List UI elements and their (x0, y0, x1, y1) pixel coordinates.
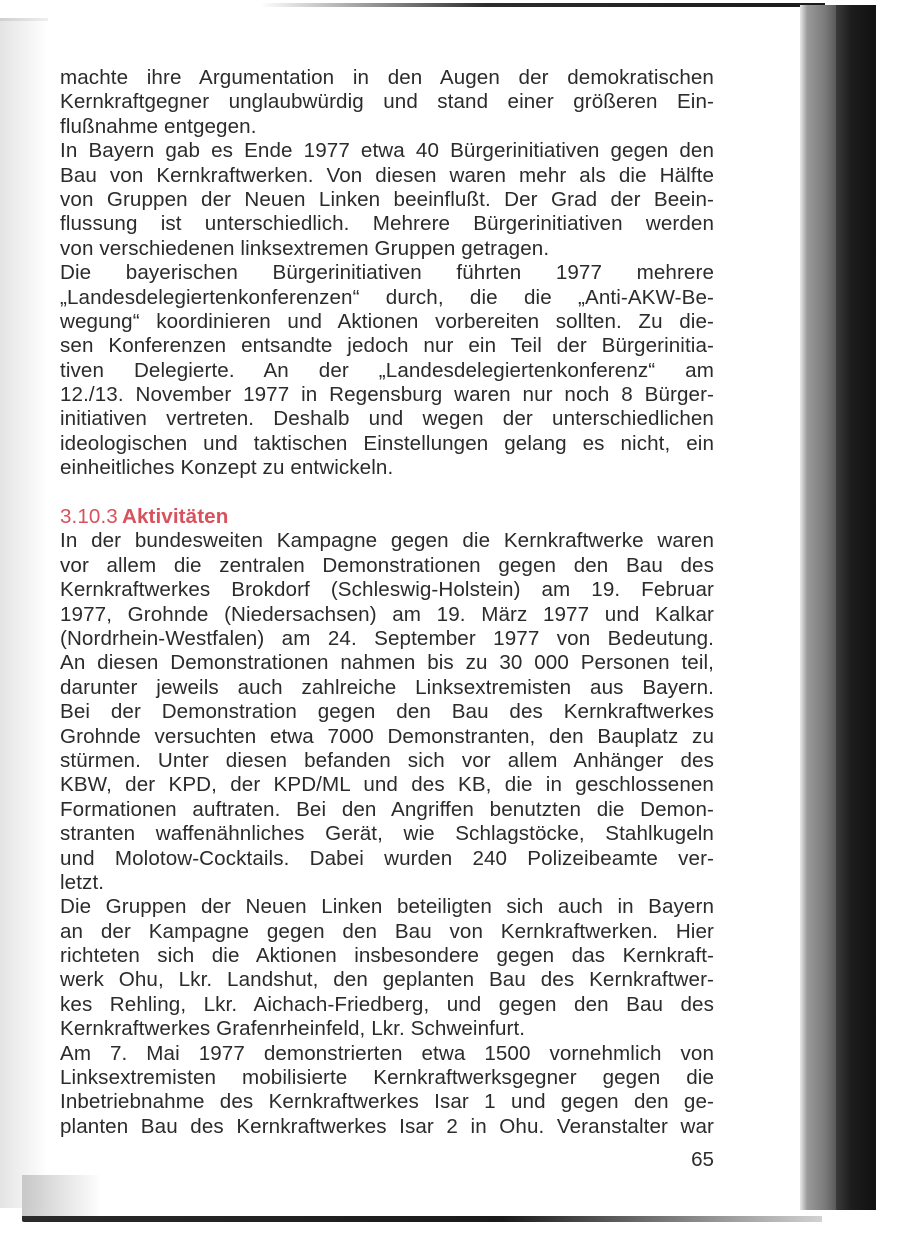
text-line: Bei der Demonstration gegen den Bau des Kernkraftwerkes (60, 700, 714, 724)
page-bottom-edge (22, 1216, 822, 1222)
text-line: darunter jeweils auch zahlreiche Linksextremisten aus Bayern. (60, 675, 714, 699)
text-line: Bau von Kernkraftwerken. Von diesen waren mehr als die Hälfte (60, 163, 714, 187)
text-line: letzt. (60, 870, 105, 894)
book-binding-edge (836, 5, 876, 1210)
text-line: tiven Delegierte. An der „Landesdelegiertenkonferenz“ am (60, 358, 714, 382)
text-line: „Landesdelegiertenkonferenzen“ durch, die die „Anti-AKW-Be- (60, 285, 714, 309)
text-line: vor allem die zentralen Demonstrationen gegen den Bau des (60, 553, 714, 577)
paragraph (60, 66, 714, 139)
text-line: an der Kampagne gegen den Bau von Kernkraftwerken. Hier (60, 919, 714, 943)
scan-bottom-shadow (22, 1175, 102, 1217)
text-line: werk Ohu, Lkr. Landshut, den geplanten Bau des Kernkraftwer- (60, 968, 714, 992)
text-line: Formationen auftraten. Bei den Angriffen benutzten die Demon- (60, 797, 714, 821)
text-line: KBW, der KPD, der KPD/ML und des KB, die in geschlossenen (60, 773, 714, 797)
text-line: planten Bau des Kernkraftwerkes Isar 2 in Ohu. Veranstalter war (60, 1114, 714, 1138)
paragraph (60, 895, 714, 1041)
body-text-before-heading (60, 66, 714, 481)
text-line: machte ihre Argumentation in den Augen der demokratischen (60, 66, 714, 89)
text-line: Kernkraftgegner unglaubwürdig und stand einer größeren Ein- (60, 90, 714, 114)
text-line: (Nordrhein-Westfalen) am 24. September 1977 von Bedeutung. (60, 626, 714, 650)
section-heading (60, 505, 714, 529)
text-line: von Gruppen der Neuen Linken beeinflußt. Der Grad der Beein- (60, 187, 714, 211)
paragraph (60, 1042, 714, 1140)
text-line: Am 7. Mai 1977 demonstrierten etwa 1500 vornehmlich von (60, 1041, 714, 1065)
page-top-edge (260, 3, 825, 7)
text-line: Linksextremisten mobilisierte Kernkraftwerksgegner gegen die (60, 1066, 714, 1090)
scan-left-edge (0, 18, 48, 21)
text-line: von verschiedenen linksextremen Gruppen getragen. (60, 236, 550, 260)
text-line: In Bayern gab es Ende 1977 etwa 40 Bürgerinitiativen gegen den (60, 139, 714, 163)
text-line: Grohnde versuchten etwa 7000 Demonstranten, den Bauplatz zu (60, 724, 714, 748)
text-line: flussung ist unterschiedlich. Mehrere Bürgerinitiativen werden (60, 212, 714, 236)
text-line: stürmen. Unter diesen befanden sich vor allem Anhänger des (60, 748, 714, 772)
text-line: Kernkraftwerkes Brokdorf (Schleswig-Holstein) am 19. Februar (60, 578, 714, 602)
document-page (60, 66, 714, 1139)
paragraph (60, 261, 714, 481)
page-number: 65 (691, 1148, 714, 1171)
text-line: einheitliches Konzept zu entwickeln. (60, 456, 394, 480)
text-line: flußnahme entgegen. (60, 114, 257, 138)
text-line: In der bundesweiten Kampagne gegen die Kernkraftwerke waren (60, 529, 714, 553)
text-line: Inbetriebnahme des Kernkraftwerkes Isar 1 und gegen den ge- (60, 1090, 714, 1114)
text-line: sen Konferenzen entsandte jedoch nur ein Teil der Bürgerinitia- (60, 334, 714, 358)
book-binding-shadow (800, 5, 836, 1210)
text-line: 1977, Grohnde (Niedersachsen) am 19. März 1977 und Kalkar (60, 602, 714, 626)
text-line: wegung“ koordinieren und Aktionen vorbereiten sollten. Zu die- (60, 309, 714, 333)
body-text-after-heading (60, 529, 714, 1139)
section-title: Aktivitäten (122, 505, 229, 529)
text-line: kes Rehling, Lkr. Aichach-Friedberg, und gegen den Bau des (60, 992, 714, 1016)
text-line: initiativen vertreten. Deshalb und wegen der unterschiedlichen (60, 407, 714, 431)
text-line: Kernkraftwerkes Grafenrheinfeld, Lkr. Schweinfurt. (60, 1017, 526, 1041)
text-line: stranten waffenähnliches Gerät, wie Schlagstöcke, Stahlkugeln (60, 822, 714, 846)
text-line: und Molotow-Cocktails. Dabei wurden 240 Polizeibeamte ver- (60, 846, 714, 870)
section-number: 3.10.3 (60, 505, 118, 529)
scan-left-margin-shadow (0, 18, 48, 1208)
text-line: Die bayerischen Bürgerinitiativen führten 1977 mehrere (60, 261, 714, 285)
paragraph (60, 529, 714, 895)
text-line: Die Gruppen der Neuen Linken beteiligten sich auch in Bayern (60, 895, 714, 919)
text-line: 12./13. November 1977 in Regensburg waren nur noch 8 Bürger- (60, 383, 714, 407)
paragraph (60, 139, 714, 261)
text-line: An diesen Demonstrationen nahmen bis zu 30 000 Personen teil, (60, 651, 714, 675)
text-line: ideologischen und taktischen Einstellungen gelang es nicht, ein (60, 431, 714, 455)
text-line: richteten sich die Aktionen insbesondere gegen das Kernkraft- (60, 944, 714, 968)
